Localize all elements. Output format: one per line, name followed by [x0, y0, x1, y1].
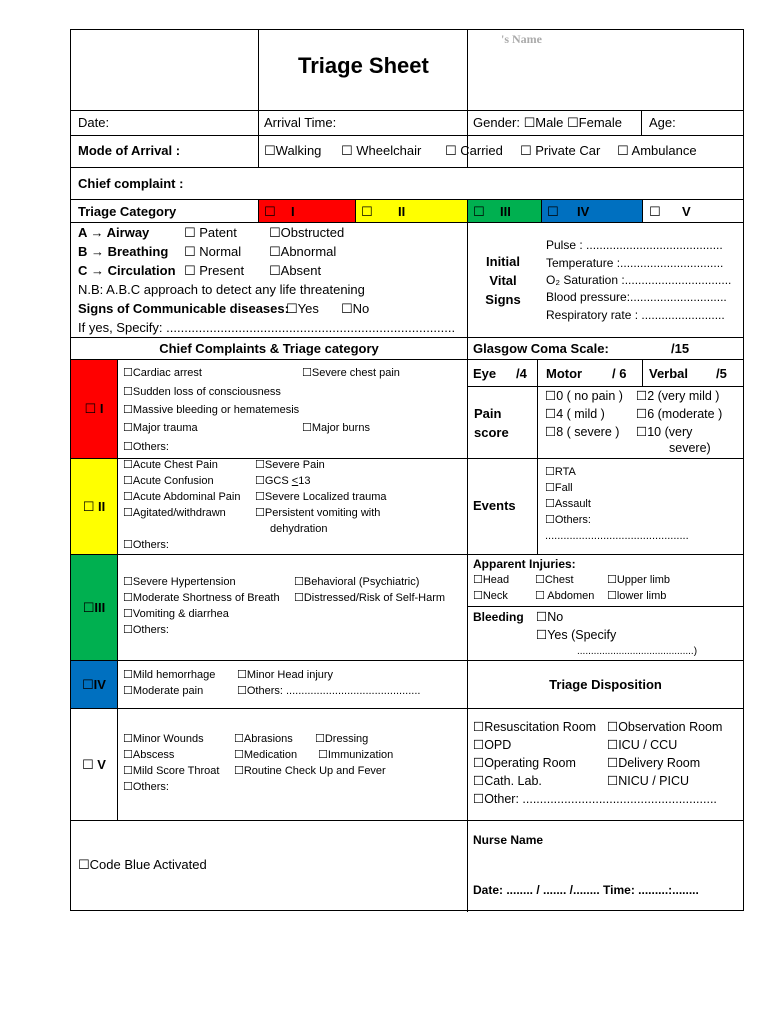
communicable-diseases-label: Signs of Communicable diseases:	[78, 301, 289, 316]
level-4-label[interactable]: ☐IV	[82, 676, 106, 692]
mode-of-arrival-label: Mode of Arrival :	[78, 143, 181, 158]
cc-mild-hemorrhage[interactable]: ☐Mild hemorrhage	[123, 669, 216, 681]
cc-abscess[interactable]: ☐Abscess	[123, 749, 175, 761]
pain-6[interactable]: ☐6 (moderate )	[636, 407, 723, 421]
circulation-present[interactable]: ☐ Present	[184, 263, 245, 278]
gcs-eye-max[interactable]: /4	[516, 366, 527, 381]
cc-gcs-13-value: 13	[298, 475, 311, 487]
airway-label: A → Airway	[78, 225, 150, 240]
event-assault[interactable]: ☐Assault	[545, 498, 591, 510]
bleeding-no[interactable]: ☐No	[536, 610, 564, 624]
injury-chest[interactable]: ☐Chest	[535, 574, 574, 586]
cc-level-3-others[interactable]: ☐Others:	[123, 624, 169, 636]
cc-immunization[interactable]: ☐Immunization	[318, 749, 394, 761]
cc-minor-head-injury[interactable]: ☐Minor Head injury	[237, 669, 334, 681]
cc-mild-sore-throat[interactable]: ☐Mild Score Throat	[123, 765, 220, 777]
cc-behavioral[interactable]: ☐Behavioral (Psychiatric)	[294, 576, 420, 588]
vital-pulse[interactable]: Pulse : .........................................	[546, 238, 723, 252]
gcs-label: Glasgow Coma Scale:	[473, 341, 609, 356]
vital-respiratory-rate[interactable]: Respiratory rate : .........................	[546, 308, 725, 322]
injury-head[interactable]: ☐Head	[473, 574, 510, 586]
mode-wheelchair[interactable]: ☐ Wheelchair	[341, 143, 422, 158]
cc-major-burns[interactable]: ☐Major burns	[302, 422, 370, 434]
event-others[interactable]: ☐Others:	[545, 514, 591, 526]
pain-10[interactable]: ☐10 (very	[636, 425, 693, 439]
airway-patent[interactable]: ☐ Patent	[184, 225, 237, 240]
cc-shortness-of-breath[interactable]: ☐Moderate Shortness of Breath	[123, 592, 280, 604]
age-label[interactable]: Age:	[649, 115, 676, 130]
dispo-cath-lab[interactable]: ☐Cath. Lab.	[473, 774, 542, 788]
cc-loss-of-consciousness[interactable]: ☐Sudden loss of consciousness	[123, 386, 281, 398]
gcs-total[interactable]: /15	[671, 341, 690, 356]
bleeding-specify-line[interactable]: ..........................................)	[577, 646, 698, 657]
bleeding-label: Bleeding	[473, 610, 524, 624]
triage-disposition-label: Triage Disposition	[549, 676, 662, 692]
cc-vomiting-diarrhea[interactable]: ☐Vomiting & diarrhea	[123, 608, 229, 620]
gcs-eye-label: Eye	[473, 366, 497, 381]
communicable-no[interactable]: ☐No	[341, 301, 370, 316]
arrival-time-label[interactable]: Arrival Time:	[264, 115, 337, 130]
pain-score-label: Pain score	[474, 405, 509, 440]
cc-severe-pain[interactable]: ☐Severe Pain	[255, 459, 325, 471]
event-fall[interactable]: ☐Fall	[545, 482, 573, 494]
injury-abdomen[interactable]: ☐ Abdomen	[535, 590, 595, 602]
nurse-date-time[interactable]: Date: ........ / ....... /........ Time: .........:........	[473, 883, 699, 897]
dispo-opd[interactable]: ☐OPD	[473, 738, 512, 752]
dispo-observation-room[interactable]: ☐Observation Room	[607, 720, 723, 734]
cc-severe-chest-pain[interactable]: ☐Severe chest pain	[302, 367, 400, 379]
cc-level-5-others[interactable]: ☐Others:	[123, 781, 169, 793]
cc-gcs-13[interactable]	[255, 474, 310, 490]
vital-blood-pressure[interactable]: Blood pressure:.............................	[546, 290, 727, 304]
cc-cardiac-arrest[interactable]: ☐Cardiac arrest	[123, 367, 202, 379]
level-2-label[interactable]: ☐ II	[82, 498, 106, 514]
level-5-label[interactable]: ☐ V	[82, 756, 106, 772]
cc-level-1-others[interactable]: ☐Others:	[123, 441, 169, 453]
circulation-label: C → Circulation	[78, 263, 176, 278]
cc-dressing[interactable]: ☐Dressing	[315, 733, 369, 745]
level-4-name: IV	[577, 204, 590, 219]
cc-moderate-pain[interactable]: ☐Moderate pain	[123, 685, 204, 697]
cc-routine-checkup[interactable]: ☐Routine Check Up and Fever	[234, 765, 386, 777]
communicable-specify[interactable]: If yes, Specify: ................................................................................	[78, 320, 456, 335]
cc-dehydration-text: dehydration	[270, 523, 328, 535]
gcs-motor-label: Motor	[546, 366, 583, 381]
cc-level-4-others[interactable]: ☐Others: ............................................	[237, 685, 421, 697]
injury-neck[interactable]: ☐Neck	[473, 590, 508, 602]
cc-minor-wounds[interactable]: ☐Minor Wounds	[123, 733, 204, 745]
vital-temperature[interactable]: Temperature :...............................	[546, 256, 724, 270]
nurse-name-label[interactable]: Nurse Name	[473, 833, 544, 847]
dispo-delivery-room[interactable]: ☐Delivery Room	[607, 756, 701, 770]
cc-persistent-vomiting[interactable]: ☐Persistent vomiting with	[255, 507, 381, 519]
breathing-normal[interactable]: ☐ Normal	[184, 244, 242, 259]
communicable-yes[interactable]: ☐Yes	[286, 301, 319, 316]
injury-lower-limb[interactable]: ☐lower limb	[607, 590, 667, 602]
cc-abrasions[interactable]: ☐Abrasions	[234, 733, 293, 745]
dispo-resuscitation-room[interactable]: ☐Resuscitation Room	[473, 720, 597, 734]
breathing-label: B → Breathing	[78, 244, 169, 259]
gender-field[interactable]: Gender: ☐Male ☐Female	[473, 115, 623, 130]
level-3-checkbox[interactable]: ☐	[473, 204, 485, 219]
abc-note: N.B: A.B.C approach to detect any life threatening	[78, 282, 365, 297]
page-title: Triage Sheet	[298, 53, 429, 78]
level-5-checkbox[interactable]: ☐	[649, 204, 661, 219]
pain-4[interactable]: ☐4 ( mild )	[545, 407, 605, 421]
breathing-abnormal[interactable]: ☐Abnormal	[269, 244, 337, 259]
dispo-operating-room[interactable]: ☐Operating Room	[473, 756, 576, 770]
code-blue-checkbox[interactable]: ☐Code Blue Activated	[78, 857, 207, 872]
airway-obstructed[interactable]: ☐Obstructed	[269, 225, 345, 240]
cc-level-2-others[interactable]: ☐Others:	[123, 539, 169, 551]
events-label: Events	[473, 498, 516, 513]
less-equal-icon: <	[291, 475, 299, 487]
vital-o2-saturation[interactable]: O₂ Saturation :................................	[546, 273, 732, 287]
injury-upper-limb[interactable]: ☐Upper limb	[607, 574, 671, 586]
cc-self-harm[interactable]: ☐Distressed/Risk of Self-Harm	[294, 592, 446, 604]
cc-severe-localized-trauma[interactable]: ☐Severe Localized trauma	[255, 491, 387, 503]
circulation-absent[interactable]: ☐Absent	[269, 263, 322, 278]
apparent-injuries-label: Apparent Injuries:	[473, 557, 576, 571]
cc-acute-abdominal-pain[interactable]: ☐Acute Abdominal Pain	[123, 491, 241, 503]
cc-major-trauma[interactable]: ☐Major trauma	[123, 422, 198, 434]
event-rta[interactable]: ☐RTA	[545, 466, 576, 478]
mode-ambulance[interactable]: ☐ Ambulance	[617, 143, 697, 158]
dispo-nicu-picu[interactable]: ☐NICU / PICU	[607, 774, 690, 788]
mode-walking[interactable]: ☐Walking	[264, 143, 322, 158]
bleeding-yes[interactable]: ☐Yes (Specify	[536, 628, 617, 642]
gcs-verbal-max[interactable]: /5	[716, 366, 727, 381]
patient-name-field[interactable]	[468, 46, 743, 108]
cc-gcs-13-label: ☐GCS	[255, 475, 292, 487]
level-3-name: III	[500, 204, 511, 219]
gcs-verbal-label: Verbal	[649, 366, 689, 381]
chief-complaints-header: Chief Complaints & Triage category	[159, 340, 379, 356]
chief-complaint-label[interactable]: Chief complaint :	[78, 176, 184, 191]
pain-8[interactable]: ☐8 ( severe )	[545, 425, 620, 439]
level-1-name: I	[291, 204, 295, 219]
dispo-icu-ccu[interactable]: ☐ICU / CCU	[607, 738, 678, 752]
level-2-name: II	[398, 204, 406, 219]
level-5-name: V	[682, 204, 691, 219]
cc-severe-hypertension[interactable]: ☐Severe Hypertension	[123, 576, 236, 588]
cc-medication[interactable]: ☐Medication	[234, 749, 298, 761]
event-others-line[interactable]: ...............................................	[545, 530, 689, 542]
initial-vital-signs-label: Initial Vital Signs	[485, 253, 521, 307]
triage-category-label: Triage Category	[78, 204, 177, 219]
dispo-other[interactable]: ☐Other: ........................................................	[473, 792, 717, 806]
level-1-checkbox[interactable]: ☐	[264, 204, 276, 219]
mode-carried[interactable]: ☐ Carried	[445, 143, 503, 158]
level-4-checkbox[interactable]: ☐	[547, 204, 559, 219]
pain-2[interactable]: ☐2 (very mild )	[636, 389, 720, 403]
mode-private-car[interactable]: ☐ Private Car	[520, 143, 601, 158]
date-label[interactable]: Date:	[78, 115, 110, 130]
level-1-label[interactable]: ☐ I	[84, 401, 104, 416]
level-3-label[interactable]: ☐III	[82, 599, 106, 615]
cc-agitated-withdrawn[interactable]: ☐Agitated/withdrawn	[123, 507, 226, 519]
patient-name-header: 's Name	[501, 32, 542, 46]
triage-sheet	[70, 29, 744, 911]
cc-acute-chest-pain[interactable]: ☐Acute Chest Pain	[123, 459, 218, 471]
cc-massive-bleeding[interactable]: ☐Massive bleeding or hematemesis	[123, 404, 300, 416]
cc-acute-confusion[interactable]: ☐Acute Confusion	[123, 475, 214, 487]
level-2-checkbox[interactable]: ☐	[361, 204, 373, 219]
gcs-motor-max[interactable]: / 6	[612, 366, 627, 381]
pain-10-severe-text: severe)	[669, 441, 711, 455]
pain-0[interactable]: ☐0 ( no pain )	[545, 389, 623, 403]
